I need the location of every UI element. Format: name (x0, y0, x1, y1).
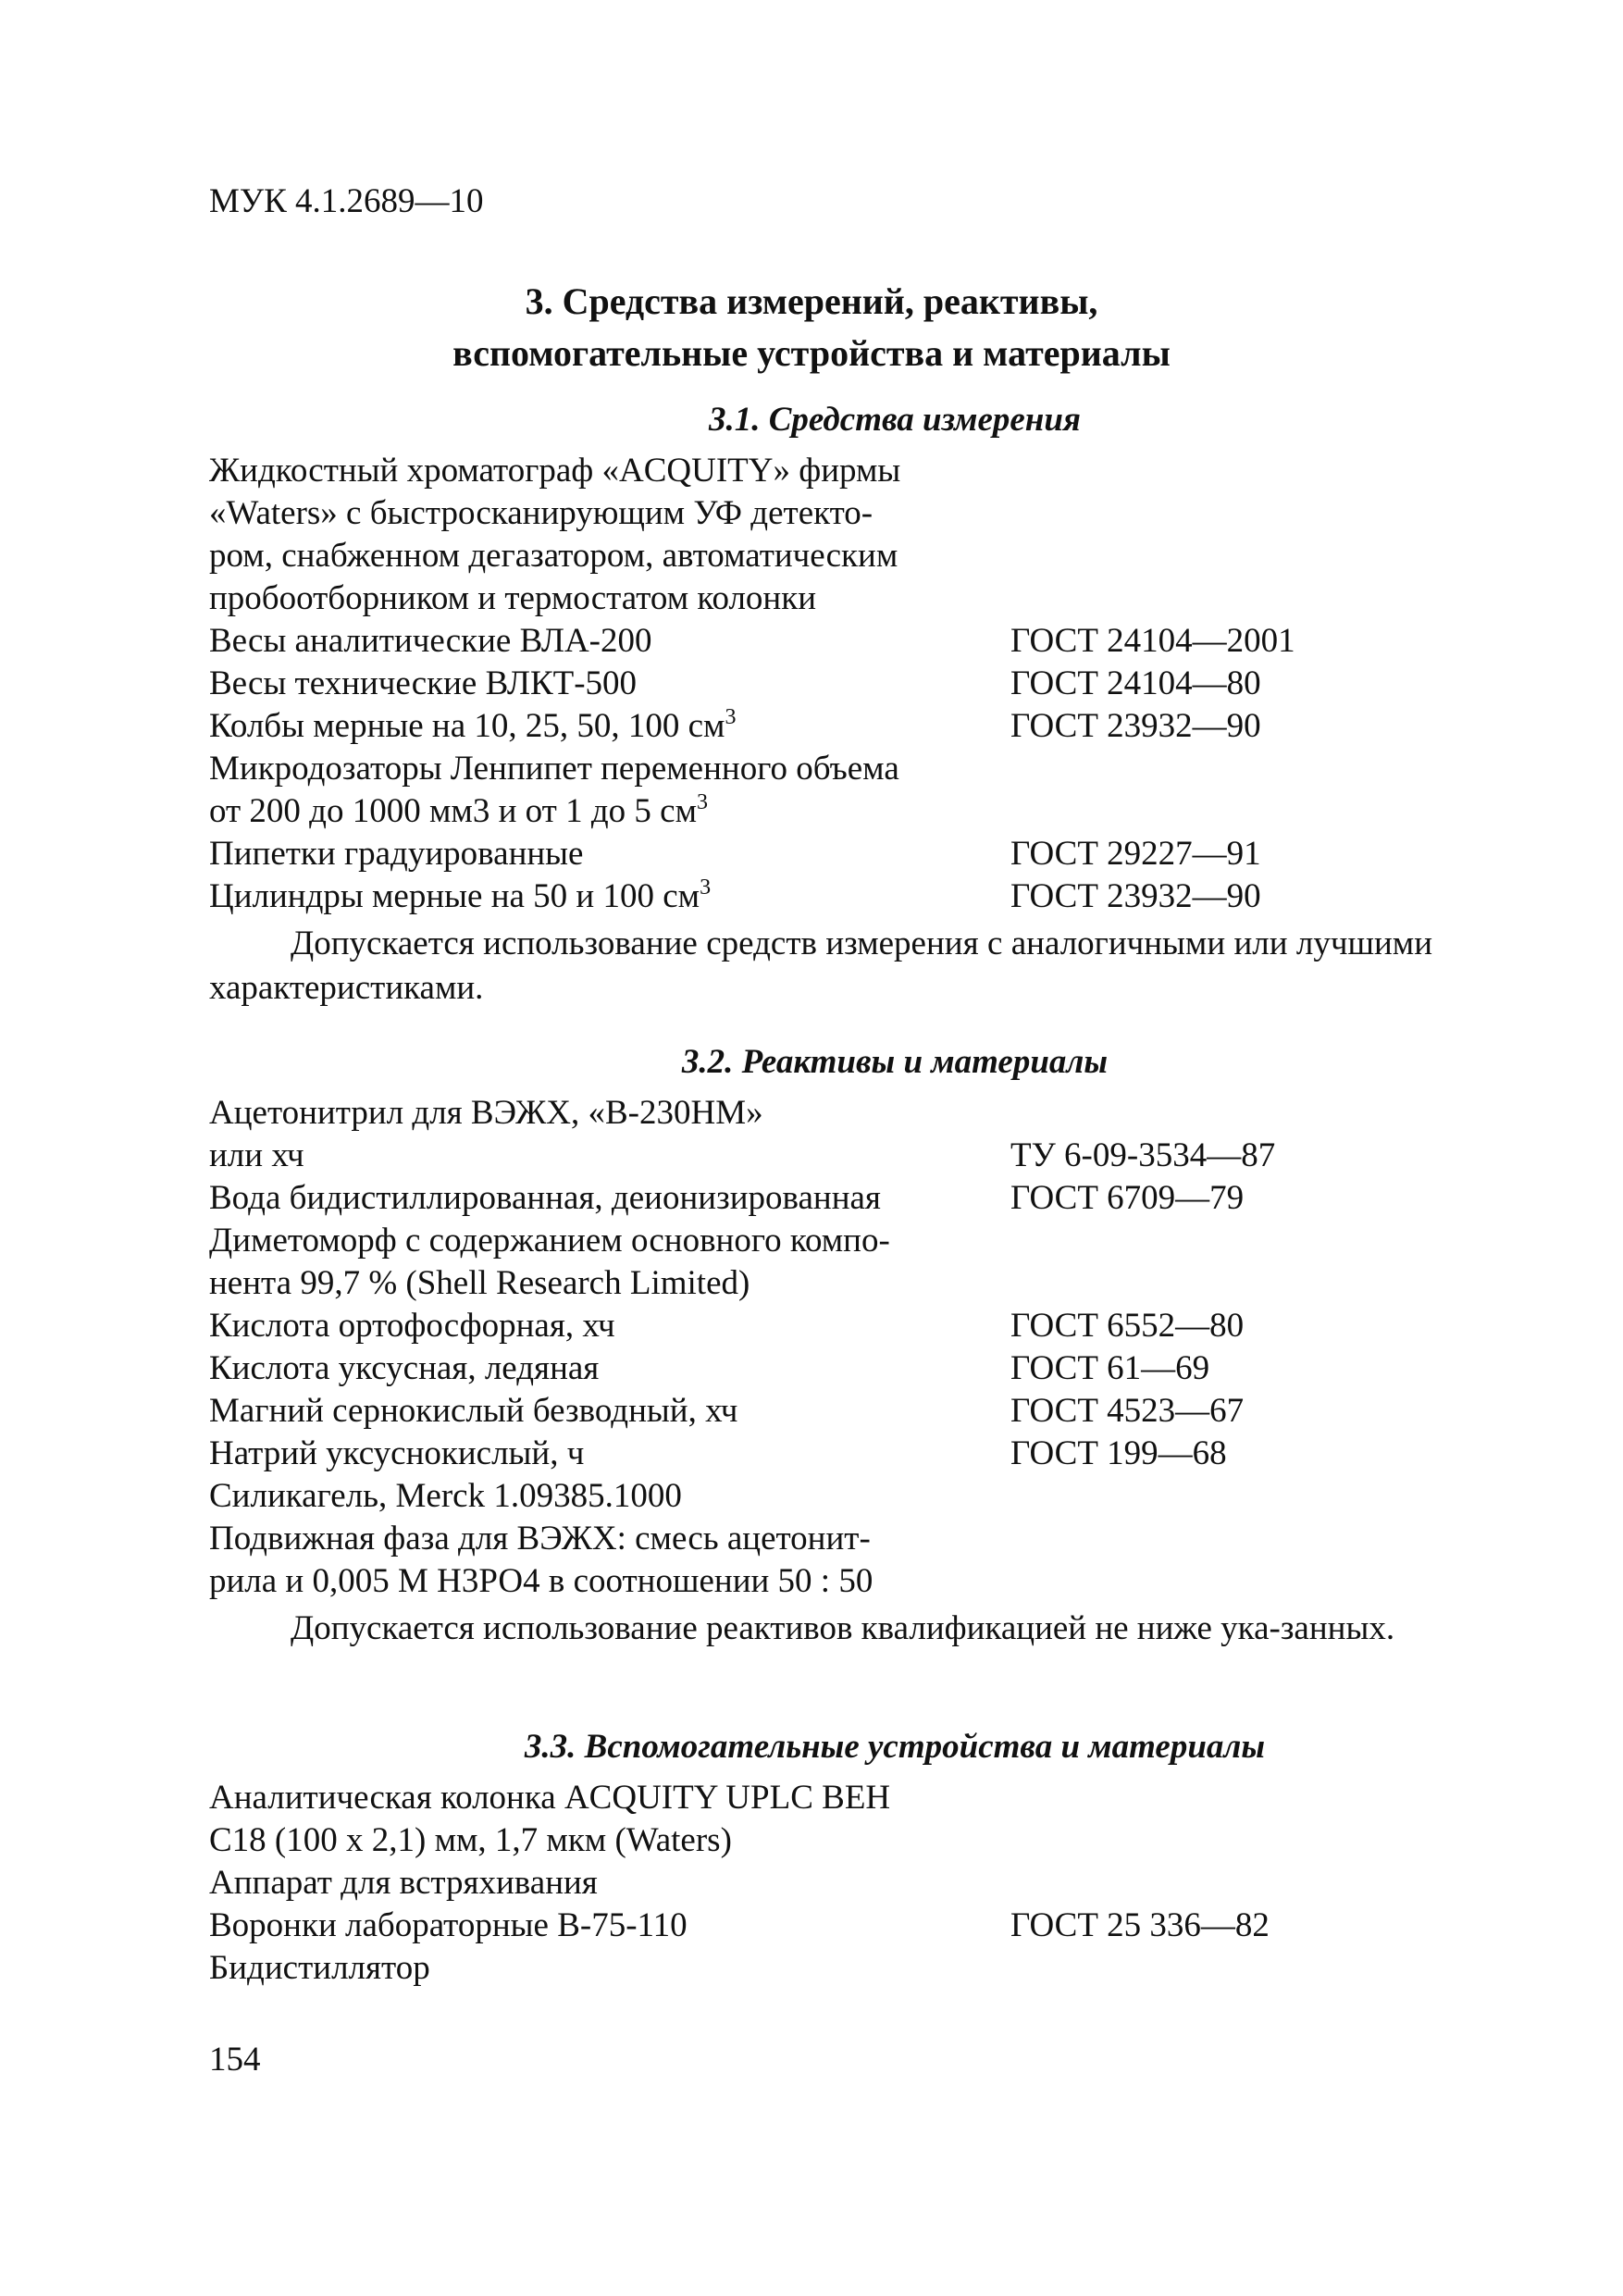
item-name-text: Воронки лабораторные В-75-110 (209, 1906, 688, 1944)
item-name-text: или хч (209, 1136, 304, 1174)
section-title (0, 276, 1623, 379)
item-name-text: Аппарат для встряхивания (209, 1864, 598, 1902)
instruments-note-text: Допускается использование средств измерения с аналогичными или лучшими характеристиками. (209, 925, 1432, 1007)
item-name (209, 1177, 881, 1220)
item-name-text: Аналитическая колонка ACQUITY UPLC BEH (209, 1779, 891, 1817)
item-name (209, 663, 637, 705)
item-name-text: Силикагель, Merck 1.09385.1000 (209, 1477, 682, 1515)
item-name-text: С18 (100 х 2,1) мм, 1,7 мкм (Waters) (209, 1821, 732, 1859)
item-name (209, 705, 736, 748)
item-standard: ГОСТ 6709—79 (1010, 1179, 1245, 1217)
item-name-text: ром, снабженном дегазатором, автоматическим (209, 537, 898, 575)
item-name-text: Кислота уксусная, ледяная (209, 1349, 600, 1387)
item-name (209, 1135, 304, 1177)
item-name-text: Пипетки градуированные (209, 835, 584, 873)
item-name-text: Магний сернокислый безводный, хч (209, 1392, 738, 1430)
item-name-text: Натрий уксуснокислый, ч (209, 1434, 585, 1472)
item-name (209, 450, 900, 492)
page-number: 154 (209, 2041, 261, 2079)
section-title-line-1: 3. Средства измерений, реактивы, (525, 280, 1098, 322)
item-name (209, 1305, 615, 1347)
reagents-note (209, 1607, 1432, 1651)
item-name-text: Колбы мерные на 10, 25, 50, 100 см (209, 707, 725, 745)
item-name (209, 833, 583, 875)
item-name (209, 790, 708, 833)
item-name (209, 1092, 763, 1135)
subsection-title-3-2: 3.2. Реактивы и материалы (681, 1043, 1109, 1081)
item-name (209, 1347, 599, 1390)
subsection-title-3-3: 3.3. Вспомогательные устройства и материалы (524, 1728, 1266, 1766)
item-standard: ГОСТ 61—69 (1010, 1349, 1210, 1387)
item-standard: ТУ 6-09-3534—87 (1010, 1136, 1276, 1174)
item-standard: ГОСТ 24104—2001 (1010, 622, 1295, 660)
section-title-line-2: вспомогательные устройства и материалы (452, 332, 1171, 374)
item-name-text: Бидистиллятор (209, 1949, 430, 1987)
item-name (209, 1220, 890, 1262)
item-standard: ГОСТ 24104—80 (1010, 664, 1261, 702)
item-name-text: Подвижная фаза для ВЭЖХ: смесь ацетонит- (209, 1520, 871, 1558)
item-name-text: Весы аналитические ВЛА-200 (209, 622, 652, 660)
item-name (209, 1947, 430, 1990)
item-name-text: Весы технические ВЛКТ-500 (209, 664, 638, 702)
item-name (209, 1560, 873, 1603)
item-name (209, 1390, 737, 1433)
item-name-text: нента 99,7 % (Shell Research Limited) (209, 1264, 750, 1302)
instruments-note (209, 922, 1432, 1011)
item-name (209, 620, 652, 663)
item-standard: ГОСТ 29227—91 (1010, 835, 1261, 873)
item-name (209, 875, 711, 918)
item-name (209, 1262, 750, 1305)
item-name-text: Диметоморф с содержанием основного компо- (209, 1222, 890, 1260)
item-name (209, 1433, 584, 1475)
item-name (209, 492, 873, 535)
item-name-text: от 200 до 1000 мм3 и от 1 до 5 см (209, 792, 697, 830)
item-superscript: 3 (700, 875, 712, 900)
reagents-note-text: Допускается использование реактивов квалификацией не ниже ука-занных. (291, 1609, 1395, 1647)
item-standard: ГОСТ 199—68 (1010, 1434, 1227, 1472)
item-name (209, 1475, 682, 1518)
item-superscript: 3 (725, 705, 737, 729)
item-name (209, 1777, 890, 1819)
item-name (209, 748, 899, 790)
item-name-text: «Waters» с быстросканирующим УФ детекто- (209, 494, 873, 532)
item-name (209, 1905, 688, 1947)
item-standard: ГОСТ 4523—67 (1010, 1392, 1245, 1430)
item-name-text: Кислота ортофосфорная, хч (209, 1307, 615, 1345)
item-standard: ГОСТ 23932—90 (1010, 707, 1261, 745)
item-standard: ГОСТ 23932—90 (1010, 877, 1261, 915)
item-standard: ГОСТ 6552—80 (1010, 1307, 1245, 1345)
subsection-title-3-1: 3.1. Средства измерения (709, 401, 1081, 439)
item-superscript: 3 (696, 790, 708, 814)
item-name-text: Цилиндры мерные на 50 и 100 см (209, 877, 700, 915)
item-name-text: Жидкостный хроматограф «ACQUITY» фирмы (209, 452, 901, 490)
item-name (209, 1518, 871, 1560)
item-name (209, 1819, 732, 1862)
item-standard: ГОСТ 25 336—82 (1010, 1906, 1270, 1944)
item-name-text: Вода бидистиллированная, деионизированная (209, 1179, 881, 1217)
item-name (209, 535, 898, 577)
item-name-text: Ацетонитрил для ВЭЖХ, «В-230НМ» (209, 1094, 763, 1132)
document-header: МУК 4.1.2689—10 (209, 182, 484, 220)
item-name-text: рила и 0,005 М Н3РО4 в соотношении 50 : 50 (209, 1562, 873, 1600)
item-name (209, 1862, 598, 1905)
item-name (209, 577, 816, 620)
item-name-text: Микродозаторы Ленпипет переменного объема (209, 750, 899, 788)
item-name-text: пробоотборником и термостатом колонки (209, 579, 817, 617)
